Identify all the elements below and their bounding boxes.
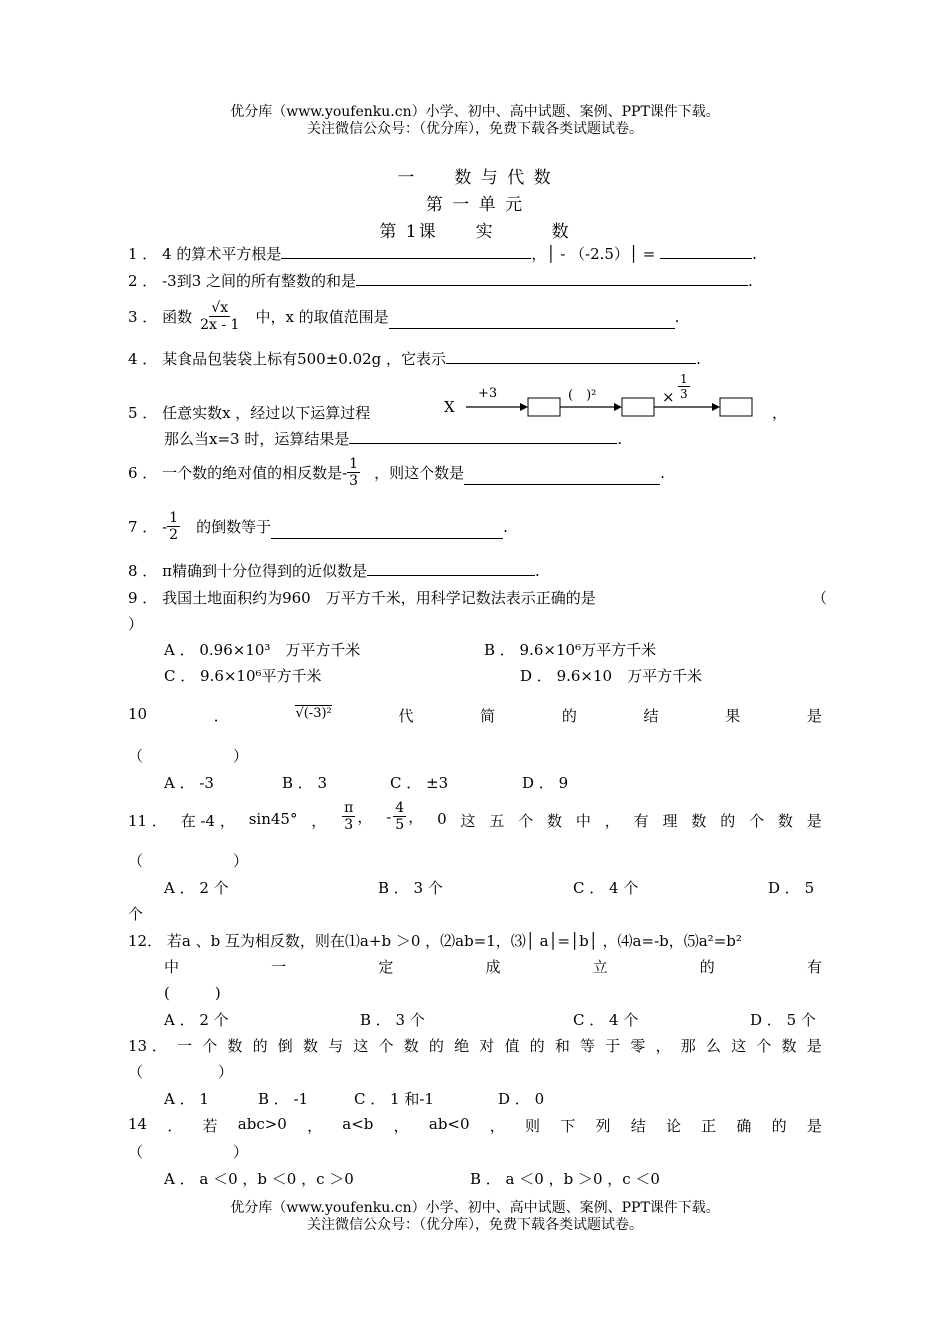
q13-option-b: B ． -1 bbox=[258, 1090, 309, 1108]
q6-text-2: ，则这个数是 bbox=[374, 464, 465, 482]
question-5 bbox=[128, 402, 370, 423]
q13-option-a: A ． 1 bbox=[164, 1090, 209, 1108]
q11-pi-over-3: $\frac{\pi}{3}$ ， bbox=[344, 800, 373, 833]
flow-input-x: X bbox=[444, 398, 455, 416]
q13-word: ， bbox=[655, 1037, 671, 1055]
q7-text-2: 的倒数等于 bbox=[196, 518, 272, 536]
q7-text: 7 ． - bbox=[128, 518, 168, 536]
q3-text: 3 ． 函数 bbox=[128, 308, 193, 326]
q10-word: 简 bbox=[480, 707, 496, 725]
q11-word: ， bbox=[604, 812, 620, 830]
q13-word: 倒 bbox=[277, 1037, 293, 1055]
question-11 bbox=[128, 800, 822, 833]
q13-word: 那 bbox=[680, 1037, 696, 1055]
q13-word: 13 ． bbox=[128, 1037, 167, 1055]
paren: （ ） bbox=[128, 1143, 249, 1161]
question-14 bbox=[128, 1115, 822, 1136]
q13-word: 数 bbox=[403, 1037, 419, 1055]
fraction-denominator: 3 bbox=[349, 473, 359, 489]
q12-word: 中 bbox=[164, 958, 180, 976]
q12-option-b: B ． 3 个 bbox=[360, 1011, 425, 1029]
q10-option-a: A ． -3 bbox=[164, 774, 214, 792]
q13-word: 零 bbox=[630, 1037, 646, 1055]
fraction-denominator: 2 bbox=[169, 527, 179, 543]
comma: ， bbox=[772, 404, 788, 422]
q5-text-2: 那么当x=3 时，运算结果是 bbox=[164, 430, 350, 448]
answer-blank bbox=[271, 524, 503, 539]
q8-text: 8 ． π精确到十分位得到的近似数是 bbox=[128, 562, 367, 580]
q14-word: 正 bbox=[701, 1117, 717, 1135]
q12-word: 有 bbox=[806, 958, 822, 976]
fraction bbox=[393, 800, 406, 833]
q9-option-b: B ． 9.6×10⁶万平方千米 bbox=[484, 641, 657, 659]
q12-word: 成 bbox=[485, 958, 501, 976]
q13-word: 和 bbox=[554, 1037, 570, 1055]
q11-word: 这 bbox=[460, 812, 476, 830]
q13-word: 的 bbox=[529, 1037, 545, 1055]
q11-word: 数 bbox=[777, 812, 793, 830]
q14-word: 下 bbox=[560, 1117, 576, 1135]
q1-text-2: ，│ - （-2.5）│ = bbox=[531, 245, 656, 263]
question-13 bbox=[128, 1035, 822, 1056]
question-12-line-2 bbox=[164, 956, 822, 977]
q11-option-a: A ． 2 个 bbox=[164, 879, 229, 897]
q13-word: 的 bbox=[428, 1037, 444, 1055]
q13-word: 个 bbox=[202, 1037, 218, 1055]
answer-blank bbox=[389, 314, 675, 329]
question-4: 4 ． 某食品包装袋上标有500±0.02g ，它表示 . bbox=[128, 350, 701, 368]
question-2: 2 ． -3到3 之间的所有整数的和是 . bbox=[128, 272, 753, 290]
paren: （ ） bbox=[128, 852, 249, 870]
q12-word: 立 bbox=[592, 958, 608, 976]
q13-word: 个 bbox=[756, 1037, 772, 1055]
answer-blank bbox=[349, 429, 617, 444]
q5-text: 5 ． 任意实数x ，经过以下运算过程 bbox=[128, 404, 371, 422]
question-9: 9 ． 我国土地面积约为960 万平方千米，用科学记数法表示正确的是 bbox=[128, 589, 596, 607]
fraction-denominator: 3 bbox=[344, 817, 354, 833]
header-line-2: 关注微信公众号：（优分库），免费下载各类试题试卷。 bbox=[307, 121, 643, 137]
q6-text: 6 ． 一个数的绝对值的相反数是- bbox=[128, 464, 348, 482]
q11-word: ， bbox=[311, 812, 327, 830]
q2-text: 2 ． -3到3 之间的所有整数的和是 bbox=[128, 272, 357, 290]
q13-word: 数 bbox=[227, 1037, 243, 1055]
q10-word: 的 bbox=[561, 707, 577, 725]
question-12: 12． 若a 、b 互为相反数，则在⑴a+b ＞0 ，⑵ab=1，⑶│ a│=│b│ ，⑷a=-b，⑸a²=b² bbox=[128, 932, 742, 950]
fraction-numerator: √x bbox=[211, 300, 229, 316]
q12-word: 一 bbox=[271, 958, 287, 976]
q9-option-c: C ． 9.6×10⁶平方千米 bbox=[164, 667, 322, 685]
operation-flow-diagram bbox=[444, 372, 784, 422]
q13-word: 个 bbox=[378, 1037, 394, 1055]
q14-word: 若 bbox=[202, 1117, 218, 1135]
q9-option-a: A ． 0.96×10³ 万平方千米 bbox=[164, 641, 361, 659]
flow-op-square: ( )² bbox=[568, 388, 597, 403]
fraction-denominator: 2x - 1 bbox=[200, 317, 240, 333]
q11-neg-4-over-5: - $\frac{4}{5}$ ， bbox=[386, 800, 424, 833]
answer-blank bbox=[281, 244, 531, 259]
q13-word: 一 bbox=[177, 1037, 193, 1055]
q10-option-d: D ． 9 bbox=[522, 774, 569, 792]
chapter-title: 一 数 与 代 数 bbox=[397, 168, 553, 188]
q14-word: ， bbox=[489, 1117, 505, 1135]
q10-word: 结 bbox=[643, 707, 659, 725]
q14-option-b: B ． a ＜0 ，b ＞0 ，c ＜0 bbox=[470, 1170, 660, 1188]
footer-line-1: 优分库（www.youfenku.cn）小学、初中、高中试题、案例、PPT课件下载。 bbox=[230, 1200, 720, 1216]
question-8: 8 ． π精确到十分位得到的近似数是 . bbox=[128, 562, 540, 580]
q6-fraction bbox=[347, 456, 360, 489]
q11-option-c: C ． 4 个 bbox=[573, 879, 639, 897]
q14-word: 是 bbox=[806, 1117, 822, 1135]
q14-word: 结 bbox=[630, 1117, 646, 1135]
q11-word: 是 bbox=[806, 812, 822, 830]
paren: ( ) bbox=[164, 984, 221, 1002]
q11-word: 理 bbox=[662, 812, 678, 830]
paren-close: ） bbox=[128, 615, 144, 633]
q11-option-b: B ． 3 个 bbox=[378, 879, 443, 897]
q13-word: 值 bbox=[504, 1037, 520, 1055]
q14-word: 确 bbox=[736, 1117, 752, 1135]
flow-op-fraction bbox=[678, 372, 690, 401]
q14-word: 列 bbox=[595, 1117, 611, 1135]
q11-option-d-unit: 个 bbox=[128, 905, 144, 923]
q12-word: 的 bbox=[699, 958, 715, 976]
q13-word: 是 bbox=[806, 1037, 822, 1055]
q13-word: 于 bbox=[605, 1037, 621, 1055]
q7-fraction bbox=[167, 510, 180, 543]
question-5-part-2: 那么当x=3 时，运算结果是 . bbox=[164, 430, 623, 448]
question-7: 7 ． - $\frac{1}{2}$ 的倒数等于 . bbox=[128, 510, 508, 543]
q11-word: 0 bbox=[437, 810, 447, 828]
q13-word: 么 bbox=[705, 1037, 721, 1055]
question-6: 6 ． 一个数的绝对值的相反数是- $\frac{1}{3}$ ，则这个数是 . bbox=[128, 456, 665, 489]
q10-word: 是 bbox=[806, 707, 822, 725]
flow-op-add: +3 bbox=[478, 386, 498, 401]
fraction-numerator: 4 bbox=[395, 800, 405, 816]
q11-word: 在 -4 ， bbox=[180, 812, 235, 830]
paren-open: （ bbox=[812, 589, 828, 607]
q10-radical: √(-3)² bbox=[295, 705, 331, 726]
paren: （ ） bbox=[128, 747, 249, 765]
q4-text: 4 ． 某食品包装袋上标有500±0.02g ，它表示 bbox=[128, 350, 447, 368]
q13-option-d: D ． 0 bbox=[498, 1090, 545, 1108]
q10-option-b: B ． 3 bbox=[282, 774, 328, 792]
lesson-title: 第 1课 实 数 bbox=[379, 222, 571, 242]
q14-word: a<b bbox=[342, 1115, 374, 1133]
fraction-denominator: 5 bbox=[395, 817, 405, 833]
q14-option-a: A ． a ＜0 ，b ＜0 ，c ＞0 bbox=[164, 1170, 354, 1188]
answer-blank bbox=[367, 561, 535, 576]
q13-word: 的 bbox=[252, 1037, 268, 1055]
q10-option-c: C ． ±3 bbox=[390, 774, 449, 792]
fraction-numerator: π bbox=[344, 800, 354, 816]
q10-word: 10 bbox=[128, 705, 148, 723]
q11-word: 11 ． bbox=[128, 812, 167, 830]
q11-word: 五 bbox=[489, 812, 505, 830]
q14-word: 14 bbox=[128, 1115, 148, 1133]
q11-option-d: D ． 5 bbox=[768, 879, 815, 897]
q13-word: 绝 bbox=[454, 1037, 470, 1055]
header-line-1: 优分库（www.youfenku.cn）小学、初中、高中试题、案例、PPT课件下载。 bbox=[230, 104, 720, 120]
q10-word: 果 bbox=[725, 707, 741, 725]
flow-op-multiply: × bbox=[662, 388, 675, 406]
q14-word: abc>0 bbox=[237, 1115, 287, 1133]
answer-blank bbox=[660, 244, 752, 259]
q11-word: sin45° bbox=[248, 810, 298, 828]
question-10 bbox=[128, 705, 822, 726]
answer-blank bbox=[464, 470, 660, 485]
q10-word: ． bbox=[213, 707, 229, 725]
q14-word: 的 bbox=[771, 1117, 787, 1135]
q11-word: 个 bbox=[749, 812, 765, 830]
q1-text: 1 ． 4 的算术平方根是 bbox=[128, 245, 282, 263]
answer-blank bbox=[446, 349, 696, 364]
footer-line-2: 关注微信公众号：（优分库），免费下载各类试题试卷。 bbox=[307, 1217, 643, 1233]
unit-title: 第 一 单 元 bbox=[425, 195, 525, 215]
q14-word: ． bbox=[167, 1117, 183, 1135]
q3-fraction bbox=[198, 300, 241, 333]
q3-text-2: 中，x 的取值范围是 bbox=[255, 308, 389, 326]
fraction-numerator: 1 bbox=[169, 510, 179, 526]
answer-blank bbox=[356, 271, 748, 286]
fraction bbox=[342, 800, 355, 833]
q13-word: 与 bbox=[328, 1037, 344, 1055]
q13-word: 等 bbox=[580, 1037, 596, 1055]
q11-word: 有 bbox=[633, 812, 649, 830]
q11-word: 的 bbox=[720, 812, 736, 830]
q12-word: 定 bbox=[378, 958, 394, 976]
q9-option-d: D ． 9.6×10 万平方千米 bbox=[520, 667, 703, 685]
q14-word: 则 bbox=[525, 1117, 541, 1135]
q13-word: 数 bbox=[781, 1037, 797, 1055]
q11-word: 个 bbox=[518, 812, 534, 830]
q13-word: 数 bbox=[302, 1037, 318, 1055]
q13-word: 对 bbox=[479, 1037, 495, 1055]
q12-option-a: A ． 2 个 bbox=[164, 1011, 229, 1029]
q13-word: 这 bbox=[353, 1037, 369, 1055]
question-1: 1 ． 4 的算术平方根是 ，│ - （-2.5）│ = . bbox=[128, 245, 757, 263]
q11-word: 数 bbox=[547, 812, 563, 830]
fraction-numerator: 1 bbox=[349, 456, 359, 472]
q13-word: 这 bbox=[731, 1037, 747, 1055]
q10-word: 代 bbox=[398, 707, 414, 725]
paren: （ ） bbox=[128, 1063, 234, 1081]
q11-word: 中 bbox=[575, 812, 591, 830]
fraction-denominator: 3 bbox=[680, 387, 688, 401]
q13-option-c: C ． 1 和-1 bbox=[354, 1090, 434, 1108]
fraction-numerator: 1 bbox=[680, 372, 688, 386]
q14-word: ， bbox=[393, 1117, 409, 1135]
q12-option-d: D ． 5 个 bbox=[750, 1011, 816, 1029]
q14-word: 论 bbox=[665, 1117, 681, 1135]
question-3: 3 ． 函数 $\frac{√x}{2x - 1}$ 中，x 的取值范围是 . bbox=[128, 300, 680, 333]
q14-word: ， bbox=[307, 1117, 323, 1135]
q11-word: 数 bbox=[691, 812, 707, 830]
q14-word: ab<0 bbox=[428, 1115, 470, 1133]
q12-option-c: C ． 4 个 bbox=[573, 1011, 639, 1029]
